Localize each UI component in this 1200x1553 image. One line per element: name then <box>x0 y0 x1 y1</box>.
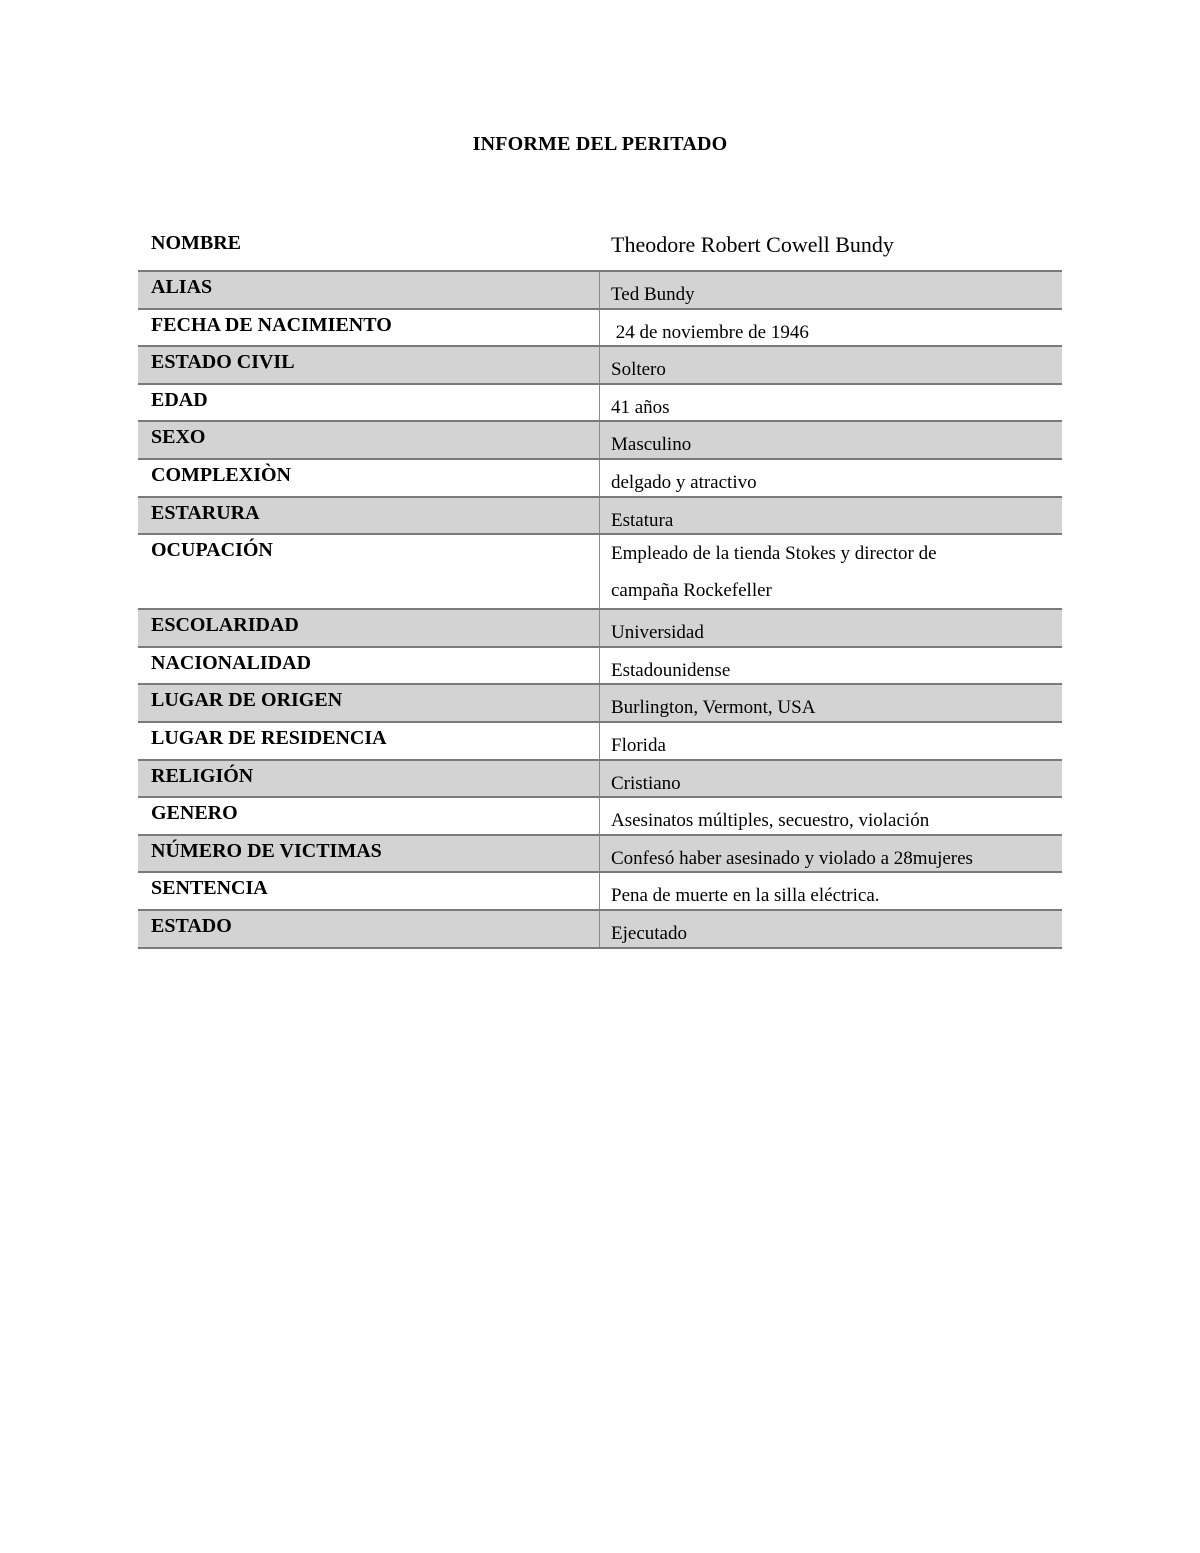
field-value: Cristiano <box>611 772 681 794</box>
field-label: ESCOLARIDAD <box>138 610 600 646</box>
field-value: 41 años <box>611 396 670 418</box>
document-title: INFORME DEL PERITADO <box>472 133 728 155</box>
table-row <box>138 873 1062 911</box>
field-label: SEXO <box>138 422 600 458</box>
field-value: Florida <box>611 734 666 756</box>
table-row <box>138 347 1062 385</box>
field-label: FECHA DE NACIMIENTO <box>138 310 600 346</box>
field-value: Estatura <box>611 509 674 531</box>
table-row <box>138 310 1062 348</box>
field-value: Soltero <box>611 359 666 381</box>
field-label: ESTADO <box>138 911 600 947</box>
table-row <box>138 836 1062 874</box>
table-row <box>138 272 1062 310</box>
field-value: Confesó haber asesinado y violado a 28mujeres <box>611 847 973 869</box>
field-value-line: Empleado de la tienda Stokes y director de <box>611 543 937 565</box>
table-row <box>138 498 1062 536</box>
field-value-line: campaña Rockefeller <box>611 580 772 602</box>
table-row <box>138 911 1062 949</box>
table-row <box>138 685 1062 723</box>
field-label: NACIONALIDAD <box>138 648 600 684</box>
field-value: Pena de muerte en la silla eléctrica. <box>611 885 880 907</box>
field-value: Masculino <box>611 434 692 456</box>
field-value: 24 de noviembre de 1946 <box>611 321 809 343</box>
field-label: GENERO <box>138 798 600 834</box>
field-label: COMPLEXIÒN <box>138 460 600 496</box>
field-value: delgado y atractivo <box>611 471 757 493</box>
field-label: EDAD <box>138 385 600 421</box>
field-value-nombre: Theodore Robert Cowell Bundy <box>611 232 894 257</box>
field-value: Estadounidense <box>611 659 731 681</box>
field-value <box>600 535 1062 608</box>
field-label: ALIAS <box>138 272 600 308</box>
table-row <box>138 535 1062 610</box>
table-row <box>138 798 1062 836</box>
table-row <box>138 460 1062 498</box>
field-label: ESTADO CIVIL <box>138 347 600 383</box>
field-label: ESTARURA <box>138 498 600 534</box>
field-value: Burlington, Vermont, USA <box>611 697 816 719</box>
table-row <box>138 385 1062 423</box>
field-label: LUGAR DE RESIDENCIA <box>138 723 600 759</box>
field-value: Ted Bundy <box>611 284 695 305</box>
info-table <box>138 225 1062 949</box>
table-header-row <box>138 225 1062 272</box>
field-label: RELIGIÓN <box>138 761 600 797</box>
field-value: Ejecutado <box>611 922 687 944</box>
field-label: NÚMERO DE VICTIMAS <box>138 836 600 872</box>
field-value: Universidad <box>611 622 704 644</box>
field-label: OCUPACIÓN <box>138 535 600 608</box>
table-row <box>138 761 1062 799</box>
table-row <box>138 422 1062 460</box>
table-row <box>138 610 1062 648</box>
field-label: SENTENCIA <box>138 873 600 909</box>
field-label: LUGAR DE ORIGEN <box>138 685 600 721</box>
field-label-nombre: NOMBRE <box>151 232 241 254</box>
field-value: Asesinatos múltiples, secuestro, violación <box>611 810 930 832</box>
table-row <box>138 723 1062 761</box>
table-row <box>138 648 1062 686</box>
